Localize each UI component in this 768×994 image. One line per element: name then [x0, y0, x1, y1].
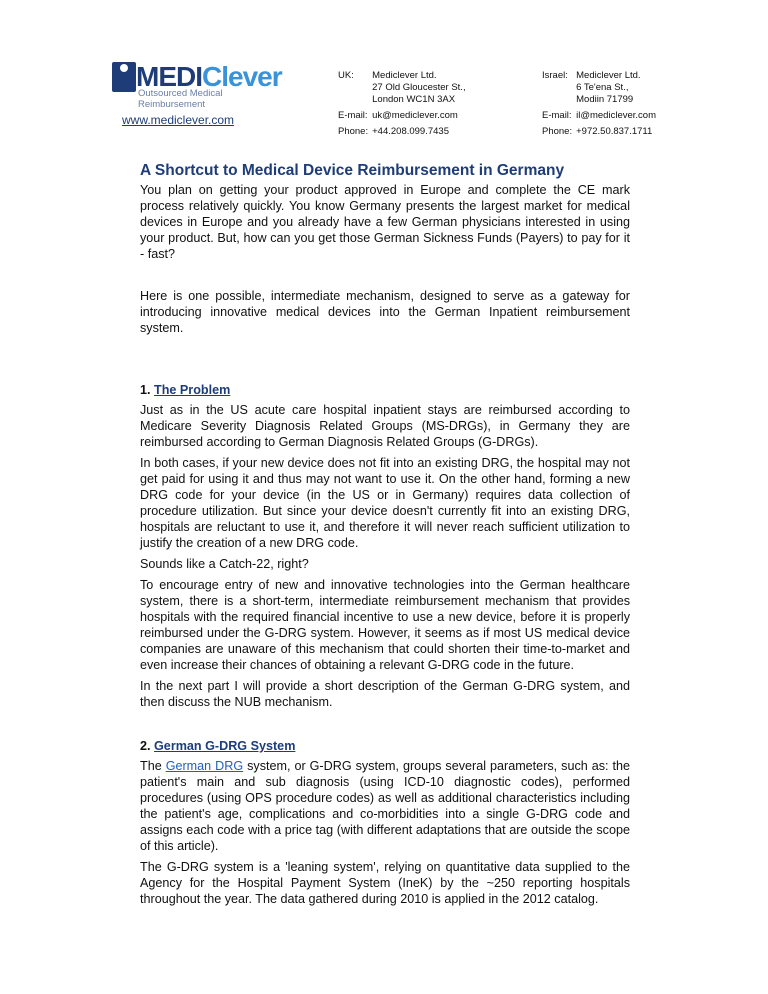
israel-line: Mediclever Ltd. [576, 70, 641, 81]
israel-label: Israel: [542, 70, 568, 81]
logo-tagline: Outsourced Medical Reimbursement [138, 88, 223, 110]
logo-person-icon [112, 62, 136, 92]
uk-line: 27 Old Gloucester St., [372, 82, 466, 93]
paragraph: The G-DRG system is a 'leaning system', relying on quantitative data supplied to the Agency for the Hospital Payment System (IneK) by the ~250 reporting hospitals throughout the year. The data gathered during 2010 is applied in the 2012 catalog. [140, 860, 630, 906]
page-title: A Shortcut to Medical Device Reimbursement in Germany [140, 162, 565, 179]
email-label: E-mail: [338, 110, 368, 121]
section-heading-gdrg [140, 738, 630, 754]
logo-medi: MEDI [136, 61, 202, 92]
paragraph: Just as in the US acute care hospital inpatient stays are reimbursed according to Medicare Severity Diagnosis Related Groups (MS-DRGs), in Germany they are reimbursed according to German Diagnosis Related Groups (G-DRGs). [140, 403, 630, 449]
israel-line: Modiin 71799 [576, 94, 634, 105]
israel-email[interactable]: il@mediclever.com [576, 110, 656, 121]
uk-phone: +44.208.099.7435 [372, 126, 449, 137]
paragraph: To encourage entry of new and innovative technologies into the German healthcare system, there is a short-term, intermediate reimbursement mechanism that provides hospitals with the required financial incentive to use a new device, before it is properly reimbursed under the G-DRG system. However, it seems as if most US medical device companies are unaware of this mechanism that could shorten their time-to-market and even increase their chances of obtaining a relevant G-DRG code in the future. [140, 578, 630, 672]
israel-phone: +972.50.837.1711 [576, 126, 653, 137]
phone-label: Phone: [542, 126, 573, 137]
uk-email[interactable]: uk@mediclever.com [372, 110, 458, 121]
uk-address [338, 70, 470, 138]
mediclever-logo [112, 62, 292, 110]
section-title: German G-DRG System [154, 739, 296, 753]
text: The [140, 759, 166, 773]
text: system, or G-DRG system, groups several parameters, such as: the patient's main and sub diagnosis (using ICD-10 diagnostic codes), performed procedures (using OPS procedure codes) as well as additional characteristics including the patient's age, complications and co-morbidities into a single G-DRG code and assigns each code with a price tag (with different adaptations that are outside the scope of this article). [140, 759, 631, 853]
uk-line: London WC1N 3AX [372, 94, 456, 105]
uk-line: Mediclever Ltd. [372, 70, 437, 81]
section-heading-problem [140, 382, 630, 398]
logo-clever: Clever [202, 61, 282, 92]
paragraph: In the next part I will provide a short description of the German G-DRG system, and then discuss the NUB mechanism. [140, 679, 630, 709]
intro-paragraph: Here is one possible, intermediate mechanism, designed to serve as a gateway for introducing innovative medical devices into the German Inpatient reimbursement system. [140, 289, 630, 335]
email-label: E-mail: [542, 110, 572, 121]
article-body [140, 163, 630, 912]
website-link[interactable]: www.mediclever.com [122, 113, 235, 127]
israel-line: 6 Te'ena St., [576, 82, 629, 93]
german-drg-link[interactable]: German DRG [165, 759, 244, 773]
paragraph: Sounds like a Catch-22, right? [140, 557, 309, 571]
paragraph: In both cases, if your new device does not fit into an existing DRG, the hospital may not get paid for using it and thus may not want to use it. On the other hand, forming a new DRG code for your device (in the US or in Germany) requires data collection of procedure utilization. But since your device doesn't currently fit into an existing DRG, hospitals are reluctant to use it, and therefore it will never reach sufficient utilization to justify the creation of a new DRG code. [140, 456, 630, 550]
uk-label: UK: [338, 70, 354, 81]
paragraph [140, 758, 630, 854]
section-number: 2. [140, 739, 155, 753]
israel-address [542, 70, 660, 138]
section-number: 1. [140, 383, 155, 397]
section-title: The Problem [154, 383, 231, 397]
phone-label: Phone: [338, 126, 369, 137]
intro-paragraph: You plan on getting your product approved in Europe and complete the CE mark process relatively quickly. You know Germany presents the largest market for medical devices in Europe and you already have a few German physicians interested in using your product. But, how can you get those German Sickness Funds (Payers) to pay for it - fast? [140, 183, 630, 261]
